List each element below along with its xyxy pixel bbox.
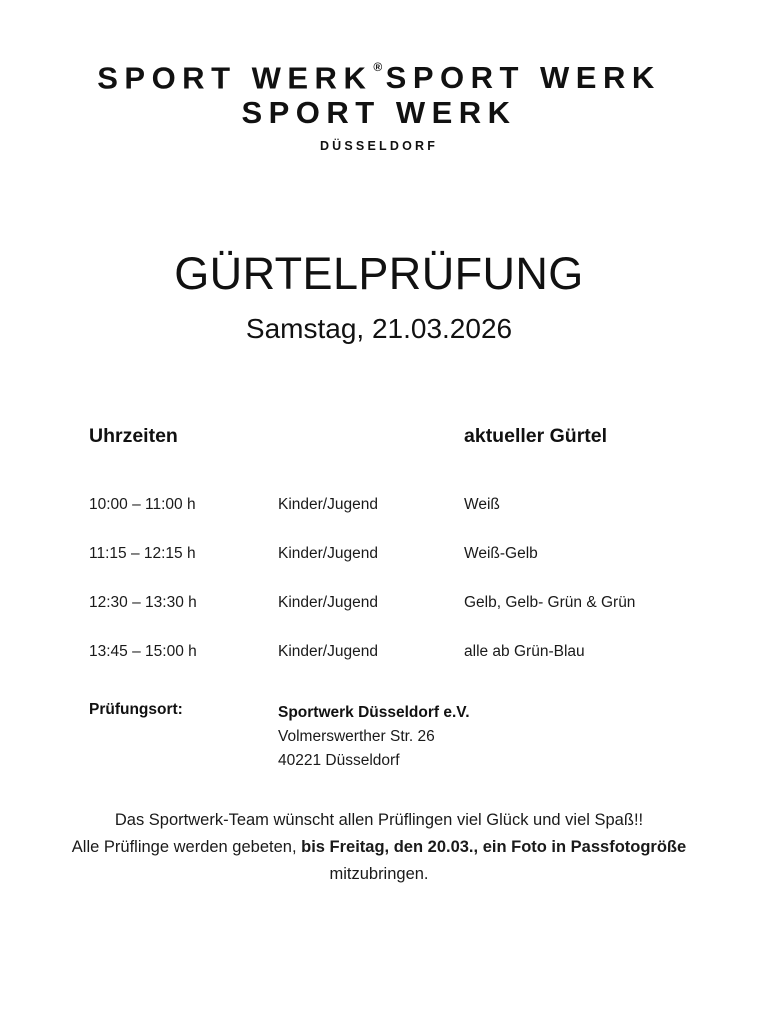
cell-belt: alle ab Grün-Blau [464, 642, 585, 660]
table-row [89, 641, 698, 663]
cell-belt: Weiß-Gelb [464, 544, 538, 562]
footer-note-part-1: Alle Prüflinge werden gebeten, [71, 837, 302, 856]
footer-note-line-1: Das Sportwerk-Team wünscht allen Prüflingen viel Glück und viel Spaß!! [114, 810, 644, 829]
cell-group: Kinder/Jugend [278, 544, 378, 562]
logo-line-1 [97, 58, 383, 96]
footer-note-part-2: mitzubringen. [329, 864, 429, 883]
table-row [89, 543, 698, 565]
logo-line-3: SPORT WERK [241, 95, 517, 131]
venue-name: Sportwerk Düsseldorf e.V. [278, 703, 470, 721]
registered-mark-icon: ® [373, 60, 383, 74]
cell-group: Kinder/Jugend [278, 642, 378, 660]
cell-time: 13:45 – 15:00 h [89, 642, 197, 660]
footer-note-line-2 [40, 834, 718, 888]
page-subtitle: Samstag, 21.03.2026 [245, 312, 513, 344]
logo-block [0, 0, 758, 153]
cell-belt: Gelb, Gelb- Grün & Grün [464, 593, 636, 611]
table-row [89, 494, 698, 516]
column-header-time: Uhrzeiten [89, 424, 178, 447]
cell-belt: Weiß [464, 495, 500, 513]
venue-city: 40221 Düsseldorf [278, 751, 400, 769]
column-header-belt: aktueller Gürtel [464, 424, 608, 447]
venue-block [0, 701, 758, 773]
column-header-group [278, 425, 464, 448]
cell-group: Kinder/Jugend [278, 593, 378, 611]
cell-group: Kinder/Jugend [278, 495, 378, 513]
cell-time: 12:30 – 13:30 h [89, 593, 197, 611]
venue-street: Volmerswerther Str. 26 [278, 727, 435, 745]
logo-line-2: SPORT WERK [385, 60, 661, 96]
logo-text-1: SPORT WERK [97, 60, 373, 96]
venue-address [278, 701, 470, 773]
venue-label: Prüfungsort: [89, 700, 183, 718]
schedule-table [0, 425, 758, 663]
footer-note [0, 807, 758, 888]
cell-time: 11:15 – 12:15 h [89, 544, 196, 562]
page-title: GÜRTELPRÜFUNG [174, 248, 584, 300]
footer-note-emphasis: bis Freitag, den 20.03., ein Foto in Passfotogröße [301, 837, 687, 856]
table-row [89, 592, 698, 614]
schedule-header-row [89, 425, 698, 448]
logo-subtitle: DÜSSELDORF [319, 139, 439, 154]
cell-time: 10:00 – 11:00 h [89, 495, 196, 513]
